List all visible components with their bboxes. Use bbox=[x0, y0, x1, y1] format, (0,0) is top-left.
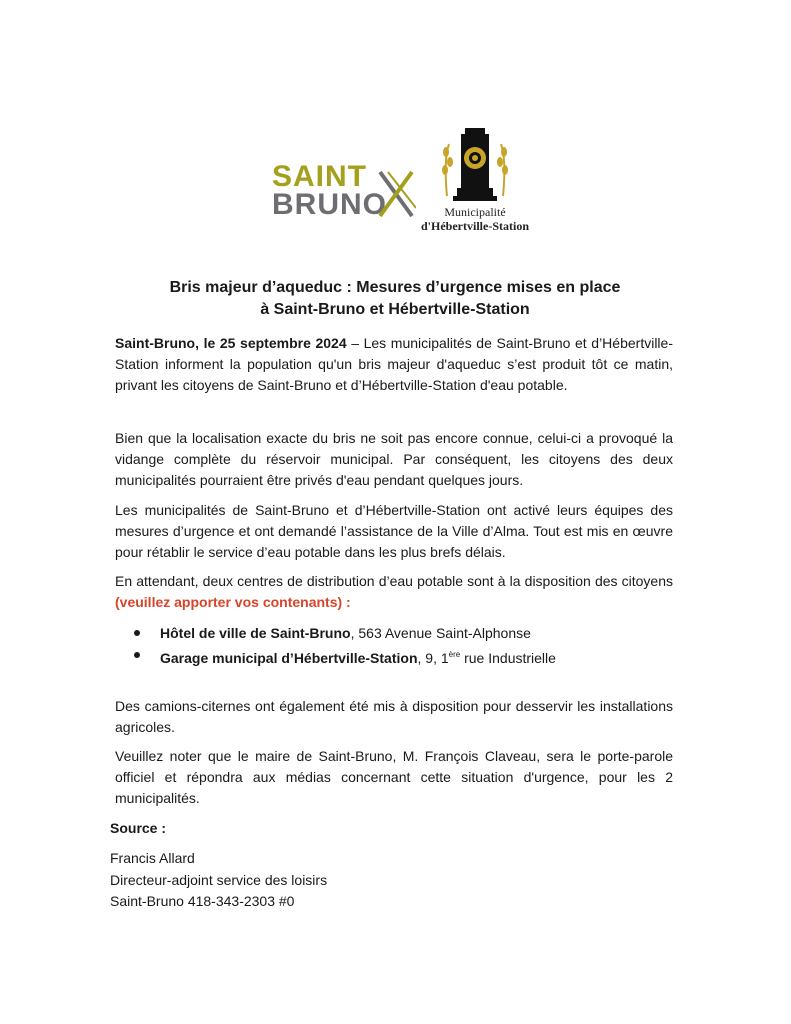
source-label: Source : bbox=[110, 820, 167, 836]
source-role: Directeur-adjoint service des loisirs bbox=[110, 872, 328, 888]
title-line-2: à Saint-Bruno et Hébertville-Station bbox=[260, 301, 530, 318]
list-item bbox=[130, 644, 650, 669]
source-name: Francis Allard bbox=[110, 850, 195, 866]
page-title bbox=[100, 277, 690, 321]
list-item bbox=[130, 622, 650, 644]
title-line-1: Bris majeur d’aqueduc : Mesures d’urgence mises en place bbox=[169, 279, 621, 296]
saint-bruno-logo bbox=[272, 160, 412, 224]
logo-saint-text: SAINT bbox=[272, 160, 367, 193]
paragraph-location: Bien que la localisation exacte du bris ne soit pas encore connue, celui-ci a provoqué la vidange complète du réservoir municipal. Par conséquent, les citoyens des deux municipalités pourraient être privés d'eau pendant quelques jours. bbox=[115, 430, 673, 488]
paragraph-tankers: Des camions-citernes ont également été mis à disposition pour desservir les installations agricoles. bbox=[115, 698, 673, 735]
containers-notice: (veuillez apporter vos contenants) : bbox=[115, 594, 351, 610]
paragraph-intro bbox=[115, 333, 673, 396]
logo-municipalite-text: Municipalité bbox=[444, 205, 506, 219]
logo-hebertville-text: d'Hébertville-Station bbox=[421, 219, 529, 233]
saint-bruno-x-mark bbox=[376, 168, 416, 220]
bullet-icon bbox=[134, 652, 140, 658]
bullet-icon bbox=[134, 630, 140, 636]
ordinal-suffix: ère bbox=[448, 650, 461, 659]
source-contact: Saint-Bruno 418-343-2303 #0 bbox=[110, 893, 295, 909]
center-address-end: rue Industrielle bbox=[460, 650, 556, 666]
center-address: , 9, 1 bbox=[417, 650, 449, 666]
locomotive-emblem-icon bbox=[439, 126, 511, 204]
center-address: , 563 Avenue Saint-Alphonse bbox=[350, 625, 531, 641]
distribution-text: En attendant, deux centres de distribution d’eau potable sont à la disposition des citoyens bbox=[115, 573, 673, 589]
center-name: Hôtel de ville de Saint-Bruno bbox=[160, 625, 351, 641]
dateline: Saint-Bruno, le 25 septembre 2024 bbox=[115, 335, 347, 351]
paragraph-emergency: Les municipalités de Saint-Bruno et d’Hébertville-Station ont activé leurs équipes des mesures d’urgence et ont demandé l’assistance de la Ville d’Alma. Tout est mis en œuvre pour rétablir le service d’eau potable dans les plus brefs délais. bbox=[115, 502, 673, 560]
center-name: Garage municipal d’Hébertville-Station bbox=[160, 650, 418, 666]
paragraph-spokesperson: Veuillez noter que le maire de Saint-Bruno, M. François Claveau, sera le porte-parole officiel et répondra aux médias concernant cette situation d'urgence, pour les 2 municipalités. bbox=[115, 748, 673, 806]
distribution-centers-list bbox=[130, 622, 650, 669]
hebertville-station-logo bbox=[415, 126, 535, 236]
paragraph-distribution bbox=[115, 571, 673, 613]
intro-text: – Les municipalités de Saint-Bruno et d’Hébertville-Station informent la population qu'un bris majeur d'aqueduc s’est produit tôt ce matin, privant les citoyens de Saint-Bruno et d’Hébertville-Station d'eau potable. bbox=[115, 335, 673, 393]
logo-bruno-text: BRUNO bbox=[272, 188, 387, 221]
